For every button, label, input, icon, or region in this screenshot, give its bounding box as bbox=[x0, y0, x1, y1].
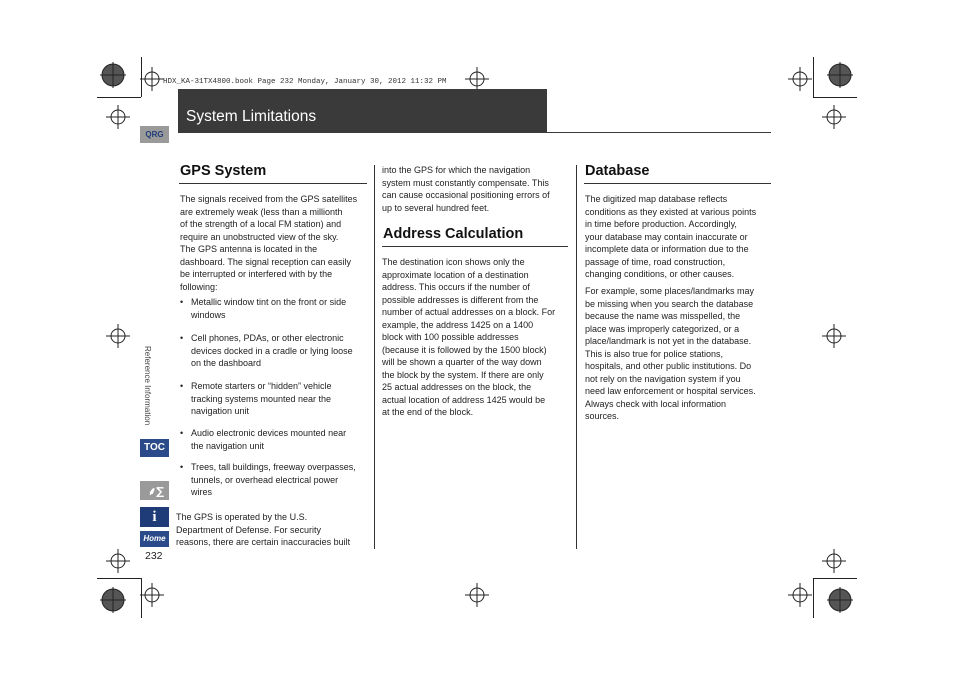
crosshair-icon bbox=[140, 67, 164, 91]
heading-rule bbox=[382, 246, 568, 247]
text-line: be missing when you search the database bbox=[585, 298, 754, 309]
crosshair-icon bbox=[106, 549, 130, 573]
bullet-icon: • bbox=[180, 333, 184, 343]
text-line: example, the address 1425 on a 1400 bbox=[382, 319, 534, 330]
voice-command-icon bbox=[140, 481, 169, 500]
text-line: dashboard. The signal reception can easily bbox=[180, 256, 351, 267]
page-number: 232 bbox=[145, 550, 163, 562]
toc-button[interactable]: TOC bbox=[140, 439, 169, 457]
text-line: will be shown a quarter of the way down bbox=[382, 357, 542, 367]
chapter-title: System Limitations bbox=[186, 108, 317, 125]
text-line: are extremely weak (less than a millionth bbox=[180, 206, 343, 217]
text-line: at the end of the block. bbox=[382, 407, 474, 417]
info-icon: i bbox=[152, 509, 157, 525]
text-line: The digitized map database reflects bbox=[585, 194, 728, 204]
crosshair-icon bbox=[106, 105, 130, 129]
column-divider bbox=[576, 165, 577, 549]
heading-rule bbox=[584, 183, 771, 184]
text-line: number of actual addresses on a block. For bbox=[382, 307, 556, 317]
text-line: require an unobstructed view of the sky. bbox=[180, 231, 339, 242]
text-line: up to several hundred feet. bbox=[382, 202, 490, 213]
text-line: sources. bbox=[585, 411, 620, 421]
bullet-icon: • bbox=[180, 428, 184, 438]
crosshair-icon bbox=[822, 105, 846, 129]
registration-circle-icon bbox=[100, 587, 126, 613]
crosshair-icon bbox=[465, 583, 489, 607]
registration-circle-icon bbox=[827, 587, 853, 613]
text-line: into the GPS for which the navigation bbox=[382, 165, 531, 175]
database-para-2 bbox=[585, 285, 756, 423]
text-line: possible addresses is different from the bbox=[382, 294, 539, 305]
title-rule bbox=[547, 132, 771, 133]
crosshair-icon bbox=[140, 583, 164, 607]
bullet-icon: • bbox=[180, 462, 184, 472]
gps-heading: GPS System bbox=[180, 163, 267, 179]
text-line: reasons, there are certain inaccuracies built bbox=[176, 537, 351, 547]
registration-circle-icon bbox=[100, 62, 126, 88]
text-line: of the strength of a local FM station) and bbox=[180, 219, 342, 229]
bullet-icon: • bbox=[180, 297, 184, 307]
crosshair-icon bbox=[822, 324, 846, 348]
text-line: The GPS antenna is located in the bbox=[180, 244, 318, 254]
print-header: HDX_KA-31TX4800.book Page 232 Monday, January 30, 2012 11:32 PM bbox=[163, 78, 447, 86]
text-line: be interrupted or interfered with by the bbox=[180, 269, 333, 279]
text-line: incomplete data or information due to the bbox=[585, 244, 749, 254]
text-line: hospitals, and other public institutions. Do bbox=[585, 361, 752, 371]
crosshair-icon bbox=[788, 67, 812, 91]
address-body bbox=[382, 256, 555, 419]
gps-closing bbox=[176, 511, 350, 549]
text-line: Always check with local information bbox=[585, 398, 727, 409]
text-line: This is also true for police stations, bbox=[585, 348, 724, 359]
text-line: in time before production. Accordingly, bbox=[585, 219, 737, 229]
text-line: The destination icon shows only the bbox=[382, 257, 525, 267]
database-heading: Database bbox=[585, 163, 650, 179]
text-line: system must constantly compensate. This bbox=[382, 177, 549, 188]
address-heading: Address Calculation bbox=[383, 226, 524, 242]
bullet-icon: • bbox=[180, 381, 184, 391]
section-label: Reference Information bbox=[143, 346, 152, 426]
home-button[interactable]: Home bbox=[140, 531, 169, 547]
text-line: (because it is followed by the 1500 block) bbox=[382, 344, 547, 355]
text-line: 25 actual addresses on the block, the bbox=[382, 382, 532, 392]
text-line: because the name was misspelled, the bbox=[585, 311, 741, 321]
text-line: place was improperly categorized, or a bbox=[585, 323, 740, 334]
database-para-1 bbox=[585, 193, 756, 281]
text-line: changing conditions, or other causes. bbox=[585, 269, 735, 279]
text-line: passage of time, road construction, bbox=[585, 256, 726, 267]
registration-circle-icon bbox=[827, 62, 853, 88]
info-button[interactable] bbox=[140, 507, 169, 527]
text-line: Department of Defense. For security bbox=[176, 524, 322, 535]
text-line: The GPS is operated by the U.S. bbox=[176, 512, 308, 522]
text-line: the block by the system. If there are only bbox=[382, 369, 544, 380]
gps-intro bbox=[180, 193, 357, 293]
svg-text:⸙∑: ⸙∑ bbox=[148, 485, 165, 498]
heading-rule bbox=[179, 183, 367, 184]
text-line: For example, some places/landmarks may bbox=[585, 286, 755, 296]
text-line: actual location of address 1425 would be bbox=[382, 394, 546, 405]
qrg-button[interactable]: QRG bbox=[140, 126, 169, 143]
text-line: your database may contain inaccurate or bbox=[585, 231, 748, 242]
text-line: approximate location of a destination bbox=[382, 269, 529, 280]
text-line: conditions as they existed at various points bbox=[585, 206, 757, 217]
crosshair-icon bbox=[788, 583, 812, 607]
text-line: need law enforcement or hospital services. bbox=[585, 386, 756, 396]
crosshair-icon bbox=[465, 67, 489, 91]
column-divider bbox=[374, 165, 375, 549]
text-line: block with 100 possible addresses bbox=[382, 332, 519, 342]
crosshair-icon bbox=[106, 324, 130, 348]
text-line: address. This occurs if the number of bbox=[382, 282, 530, 292]
text-line: The signals received from the GPS satellites bbox=[180, 194, 358, 204]
text-line: can cause occasional positioning errors of bbox=[382, 190, 550, 200]
text-line: following: bbox=[180, 281, 218, 292]
text-line: place/landmark is not yet in the database. bbox=[585, 336, 752, 346]
voice-command-button[interactable] bbox=[140, 481, 169, 500]
gps-continued bbox=[382, 164, 550, 214]
crosshair-icon bbox=[822, 549, 846, 573]
text-line: not rely on the navigation system if you bbox=[585, 373, 741, 384]
